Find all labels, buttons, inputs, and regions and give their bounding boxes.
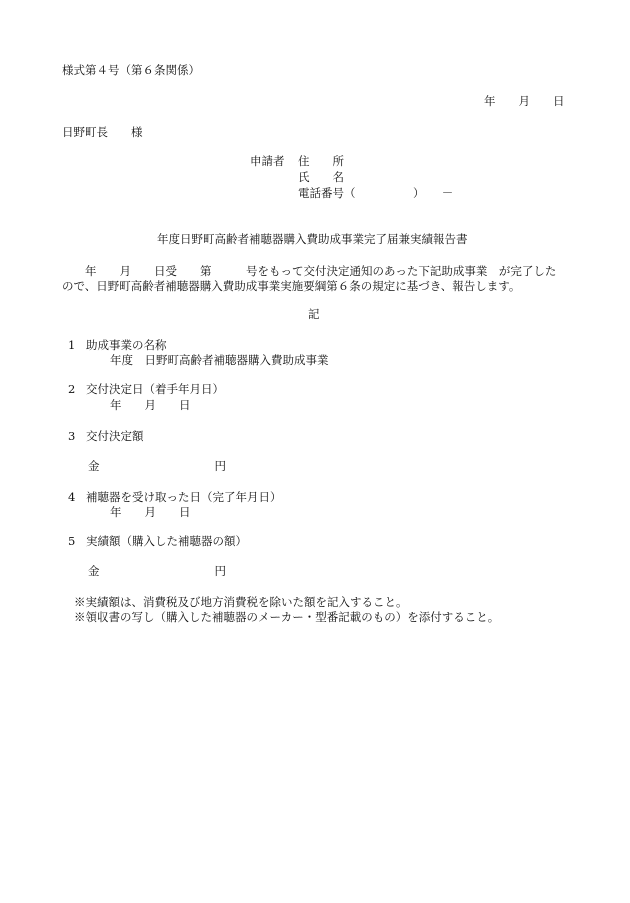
applicant-name-label: 氏 名 <box>298 170 344 184</box>
item-5-value: 金 円 <box>88 564 226 578</box>
body-line-1: 年 月 日受 第 号をもって交付決定通知のあった下記助成事業 が完了した <box>62 264 557 278</box>
body-line-2: ので、日野町高齢者補聴器購入費助成事業実施要綱第６条の規定に基づき、報告します。 <box>62 279 521 293</box>
item-5-label: 実績額（購入した補聴器の額） <box>86 534 247 548</box>
note-1: ※実績額は、消費税及び地方消費税を除いた額を記入すること。 <box>74 595 408 609</box>
applicant-label: 申請者 <box>250 154 285 168</box>
form-number: 様式第４号（第６条関係） <box>62 63 200 77</box>
applicant-phone-label: 電話番号（ ） － <box>298 186 454 200</box>
item-2-value: 年 月 日 <box>110 398 191 412</box>
item-3-value: 金 円 <box>88 459 226 473</box>
date-line: 年 月 日 <box>484 94 565 108</box>
item-1-number: 1 <box>68 338 76 352</box>
ki-heading: 記 <box>308 307 320 321</box>
item-3-number: 3 <box>68 429 76 443</box>
item-4-number: 4 <box>68 490 76 504</box>
addressee: 日野町長 様 <box>62 125 143 139</box>
item-1-value: 年度 日野町高齢者補聴器購入費助成事業 <box>110 353 329 367</box>
item-3-label: 交付決定額 <box>86 429 144 443</box>
item-2-number: 2 <box>68 382 76 396</box>
note-2: ※領収書の写し（購入した補聴器のメーカー・型番記載のもの）を添付すること。 <box>74 610 500 624</box>
applicant-address-label: 住 所 <box>298 154 344 168</box>
item-1-label: 助成事業の名称 <box>86 338 167 352</box>
item-4-label: 補聴器を受け取った日（完了年月日） <box>86 490 282 504</box>
document-title: 年度日野町高齢者補聴器購入費助成事業完了届兼実績報告書 <box>157 232 468 246</box>
item-5-number: 5 <box>68 534 76 548</box>
item-2-label: 交付決定日（着手年月日） <box>86 382 224 396</box>
item-4-value: 年 月 日 <box>110 505 191 519</box>
